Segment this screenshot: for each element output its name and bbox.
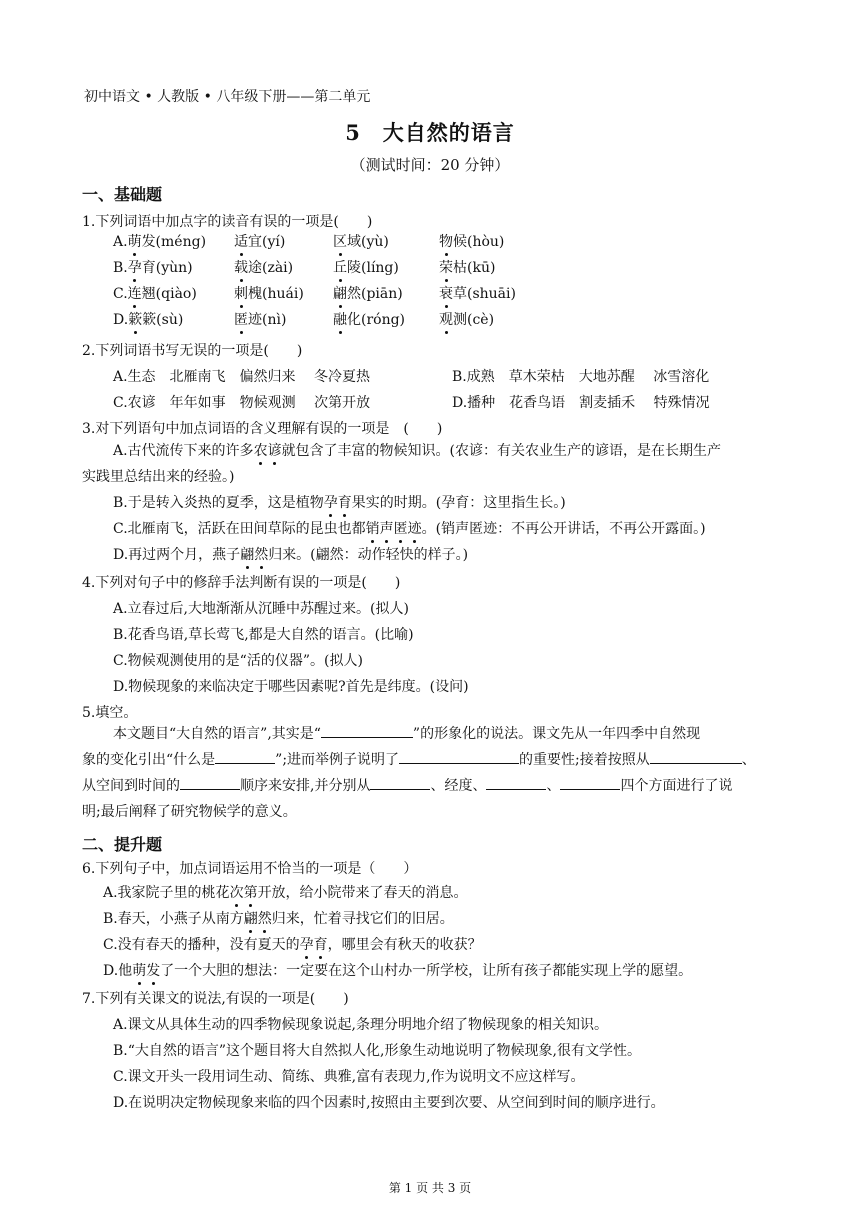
- term-rest: 翘(qiào): [141, 286, 197, 302]
- question-7-option-d: D.在说明决定物候现象来临的四个因素时,按照由主要到次要、从空间到时间的顺序进行。: [113, 1095, 665, 1111]
- section-advanced-heading: 二、提升题: [82, 835, 163, 854]
- question-5-stem: 5.填空。: [82, 705, 138, 721]
- fill-text: 象的变化引出“什么是: [82, 752, 216, 768]
- fill-text: 从空间到时间的: [82, 778, 180, 794]
- question-1-option-row: [113, 231, 206, 251]
- pinyin-term: [333, 312, 405, 328]
- option-text: D.他: [103, 963, 133, 979]
- fill-text: 顺序来安排,并分别从: [240, 778, 371, 794]
- test-time: （测试时间：20 分钟）: [350, 156, 510, 174]
- dotted-char: 翩: [244, 908, 258, 928]
- pinyin-term: [128, 260, 193, 276]
- dotted-char: 区: [333, 231, 347, 251]
- page-number: 第 1 页 共 3 页: [388, 1181, 472, 1195]
- question-6-option-c: [103, 934, 482, 954]
- question-3-stem: 3.对下列语句中加点词语的含义理解有误的一项是 ( ): [82, 421, 443, 437]
- term-rest: 育(yùn): [141, 260, 193, 276]
- dotted-char: 簌: [128, 309, 142, 329]
- answer-blank[interactable]: [180, 775, 240, 790]
- breadcrumb: 初中语文 • 人教版 • 八年级下册——第二单元: [84, 89, 371, 105]
- dotted-char: 销: [366, 518, 380, 538]
- question-7-option-a: A.课文从具体生动的四季物候现象说起,条理分明地介绍了物候现象的相关知识。: [113, 1017, 609, 1033]
- pinyin-term: [333, 260, 399, 276]
- option-text: C.没有春天的播种，没有夏天的: [103, 937, 300, 953]
- dotted-char: 谚: [268, 440, 282, 460]
- pinyin-cell: [234, 309, 286, 329]
- fill-line-1: [113, 721, 700, 747]
- pinyin-term: [333, 234, 389, 250]
- dotted-char: 然: [258, 908, 272, 928]
- pinyin-term: [439, 286, 516, 302]
- question-6-option-d: [103, 960, 692, 980]
- pinyin-cell: [439, 309, 494, 329]
- option-text: 归来。(翩然：动作轻快的样子。): [268, 547, 469, 563]
- pinyin-term: [128, 312, 183, 328]
- dotted-word: [366, 521, 422, 537]
- question-1-option-row: [113, 257, 193, 277]
- term-rest: 途(zài): [248, 260, 294, 276]
- pinyin-term: [128, 234, 206, 250]
- option-letter: C.: [113, 286, 128, 302]
- question-6-option-a: [103, 882, 468, 902]
- question-4-option-b: B.花香鸟语,草长莺飞,都是大自然的语言。(比喻): [113, 627, 414, 643]
- fill-text: 本文题目“大自然的语言”,其实是“: [113, 726, 321, 742]
- dotted-char: 适: [234, 231, 248, 251]
- dotted-word: [324, 495, 352, 511]
- fill-text: ”的形象化的说法。课文先从一年四季中自然现: [412, 726, 701, 742]
- fill-line-4: 明;最后阐释了研究物候学的意义。: [82, 804, 297, 820]
- pinyin-cell: [333, 257, 399, 277]
- dotted-char: 衰: [439, 283, 453, 303]
- pinyin-cell: [439, 231, 504, 251]
- dotted-char: 孕: [324, 492, 338, 512]
- option-text: ，哪里会有秋天的收获？: [327, 937, 482, 953]
- question-7-option-c: C.课文开头一段用词生动、简练、典雅,富有表现力,作为说明文不应这样写。: [113, 1069, 585, 1085]
- fill-text: 、: [546, 778, 561, 794]
- dotted-char: 农: [254, 440, 268, 460]
- pinyin-cell: [234, 257, 293, 277]
- section-basic-heading: 一、基础题: [82, 185, 163, 204]
- option-text: C.北雁南飞，活跃在田间草际的昆虫也都: [113, 521, 366, 537]
- question-2-option-b: B.成熟 草木荣枯 大地苏醒 冰雪溶化: [452, 369, 710, 385]
- term-rest: 域(yù): [347, 234, 389, 250]
- pinyin-term: [128, 286, 197, 302]
- option-text: 就包含了丰富的物候知识。(农谚：有关农业生产的谚语，是在长期生产: [281, 443, 722, 459]
- dotted-char: 载: [234, 257, 248, 277]
- question-7-option-b: B.“大自然的语言”这个题目将大自然拟人化,形象生动地说明了物候现象,很有文学性。: [113, 1043, 641, 1059]
- answer-blank[interactable]: [560, 775, 620, 790]
- dotted-word: [244, 911, 272, 927]
- fill-text: 的重要性;接着按照从: [519, 752, 650, 768]
- question-1-option-row: [113, 283, 197, 303]
- pinyin-cell: [439, 257, 495, 277]
- term-rest: 枯(kū): [453, 260, 496, 276]
- dotted-char: 发: [146, 960, 160, 980]
- dotted-char: 刺: [234, 283, 248, 303]
- question-6-stem: 6.下列句子中，加点词语运用不恰当的一项是（ ）: [82, 861, 418, 877]
- dotted-char: 育: [314, 934, 328, 954]
- dotted-char: 次: [230, 882, 244, 902]
- dotted-char: 翩: [333, 283, 347, 303]
- pinyin-term: [234, 286, 304, 302]
- dotted-word: [254, 443, 282, 459]
- term-rest: 测(cè): [453, 312, 495, 328]
- dotted-char: 匿: [394, 518, 408, 538]
- option-text: 开放，给小院带来了春天的消息。: [257, 885, 468, 901]
- dotted-char: 融: [333, 309, 347, 329]
- fill-text: 、经度、: [430, 778, 487, 794]
- pinyin-term: [439, 312, 494, 328]
- pinyin-cell: [439, 283, 516, 303]
- question-3-option-c: [113, 518, 706, 538]
- pinyin-term: [333, 286, 403, 302]
- fill-text: ”;进而举例子说明了: [275, 752, 400, 768]
- question-2-option-d: D.播种 花香鸟语 割麦插禾 特殊情况: [452, 395, 710, 411]
- pinyin-term: [234, 234, 285, 250]
- dotted-char: 萌: [132, 960, 146, 980]
- pinyin-term: [439, 234, 504, 250]
- dotted-char: 观: [439, 309, 453, 329]
- dotted-char: 第: [244, 882, 258, 902]
- term-rest: 槐(huái): [248, 286, 304, 302]
- term-rest: 然(piān): [347, 286, 403, 302]
- question-2-option-a: A.生态 北雁南飞 偏然归来 冬冷夏热: [113, 369, 371, 385]
- term-rest: 候(hòu): [453, 234, 505, 250]
- pinyin-term: [234, 260, 293, 276]
- answer-blank[interactable]: [486, 775, 546, 790]
- dotted-word: [132, 963, 160, 979]
- dotted-char: 声: [380, 518, 394, 538]
- term-rest: 迹(nì): [248, 312, 287, 328]
- question-6-option-b: [103, 908, 454, 928]
- option-letter: B.: [113, 260, 128, 276]
- term-rest: 发(méng): [141, 234, 207, 250]
- answer-blank[interactable]: [370, 775, 430, 790]
- page-title: 5 大自然的语言: [345, 120, 515, 145]
- dotted-char: 丘: [333, 257, 347, 277]
- answer-blank[interactable]: [321, 723, 413, 738]
- question-4-option-a: A.立春过后,大地渐渐从沉睡中苏醒过来。(拟人): [113, 601, 409, 617]
- dotted-char: 然: [254, 544, 268, 564]
- question-2-stem: 2.下列词语书写无误的一项是( ): [82, 343, 303, 359]
- dotted-char: 萌: [128, 231, 142, 251]
- dotted-word: [240, 547, 268, 563]
- answer-blank[interactable]: [650, 749, 742, 764]
- question-4-option-c: C.物候观测使用的是“活的仪器”。(拟人): [113, 653, 363, 669]
- question-2-option-c: C.农谚 年年如事 物候观测 次第开放: [113, 395, 371, 411]
- fill-line-3: [82, 773, 732, 799]
- fill-text: 、: [741, 752, 756, 768]
- dotted-word: [230, 885, 258, 901]
- option-text: A.古代流传下来的许多: [113, 443, 254, 459]
- option-letter: A.: [113, 234, 128, 250]
- pinyin-term: [234, 312, 286, 328]
- option-letter: D.: [113, 312, 129, 328]
- option-text: 了一个大胆的想法：一定要在这个山村办一所学校，让所有孩子都能实现上学的愿望。: [160, 963, 693, 979]
- dotted-char: 孕: [300, 934, 314, 954]
- dotted-char: 物: [439, 231, 453, 251]
- fill-line-2: [82, 747, 756, 773]
- dotted-char: 荣: [439, 257, 453, 277]
- dotted-char: 孕: [128, 257, 142, 277]
- question-7-stem: 7.下列有关课文的说法,有误的一项是( ): [82, 991, 349, 1007]
- pinyin-cell: [333, 231, 389, 251]
- dotted-char: 连: [128, 283, 142, 303]
- option-text: A.我家院子里的桃花: [103, 885, 230, 901]
- option-text: 。(销声匿迹：不再公开讲话，不再公开露面。): [421, 521, 706, 537]
- term-rest: 宜(yí): [248, 234, 286, 250]
- option-text: 归来，忙着寻找它们的旧居。: [271, 911, 454, 927]
- pinyin-cell: [234, 283, 304, 303]
- question-1-option-row: [113, 309, 183, 329]
- option-text: B.春天，小燕子从南方: [103, 911, 244, 927]
- term-rest: 簌(sù): [142, 312, 184, 328]
- question-4-stem: 4.下列对句子中的修辞手法判断有误的一项是( ): [82, 575, 401, 591]
- option-text: 果实的时期。(孕育：这里指生长。): [351, 495, 566, 511]
- option-text: D.再过两个月，燕子: [113, 547, 241, 563]
- term-rest: 草(shuāi): [453, 286, 516, 302]
- question-3-option-a-continued: 实践里总结出来的经验。): [82, 469, 235, 485]
- option-text: B.于是转入炎热的夏季，这是植物: [113, 495, 324, 511]
- question-3-option-a: [113, 440, 721, 460]
- dotted-word: [300, 937, 328, 953]
- question-4-option-d: D.物候现象的来临决定于哪些因素呢?首先是纬度。(设问): [113, 679, 469, 695]
- pinyin-cell: [333, 309, 405, 329]
- answer-blank[interactable]: [215, 749, 275, 764]
- term-rest: 化(róng): [347, 312, 406, 328]
- dotted-char: 翩: [240, 544, 254, 564]
- term-rest: 陵(líng): [347, 260, 399, 276]
- answer-blank[interactable]: [399, 749, 519, 764]
- pinyin-cell: [333, 283, 403, 303]
- dotted-char: 迹: [408, 518, 422, 538]
- pinyin-term: [439, 260, 495, 276]
- pinyin-cell: [234, 231, 285, 251]
- dotted-char: 匿: [234, 309, 248, 329]
- dotted-char: 育: [338, 492, 352, 512]
- question-1-stem: 1.下列词语中加点字的读音有误的一项是( ): [82, 214, 373, 230]
- fill-text: 四个方面进行了说: [620, 778, 733, 794]
- question-3-option-d: [113, 544, 468, 564]
- question-3-option-b: [113, 492, 566, 512]
